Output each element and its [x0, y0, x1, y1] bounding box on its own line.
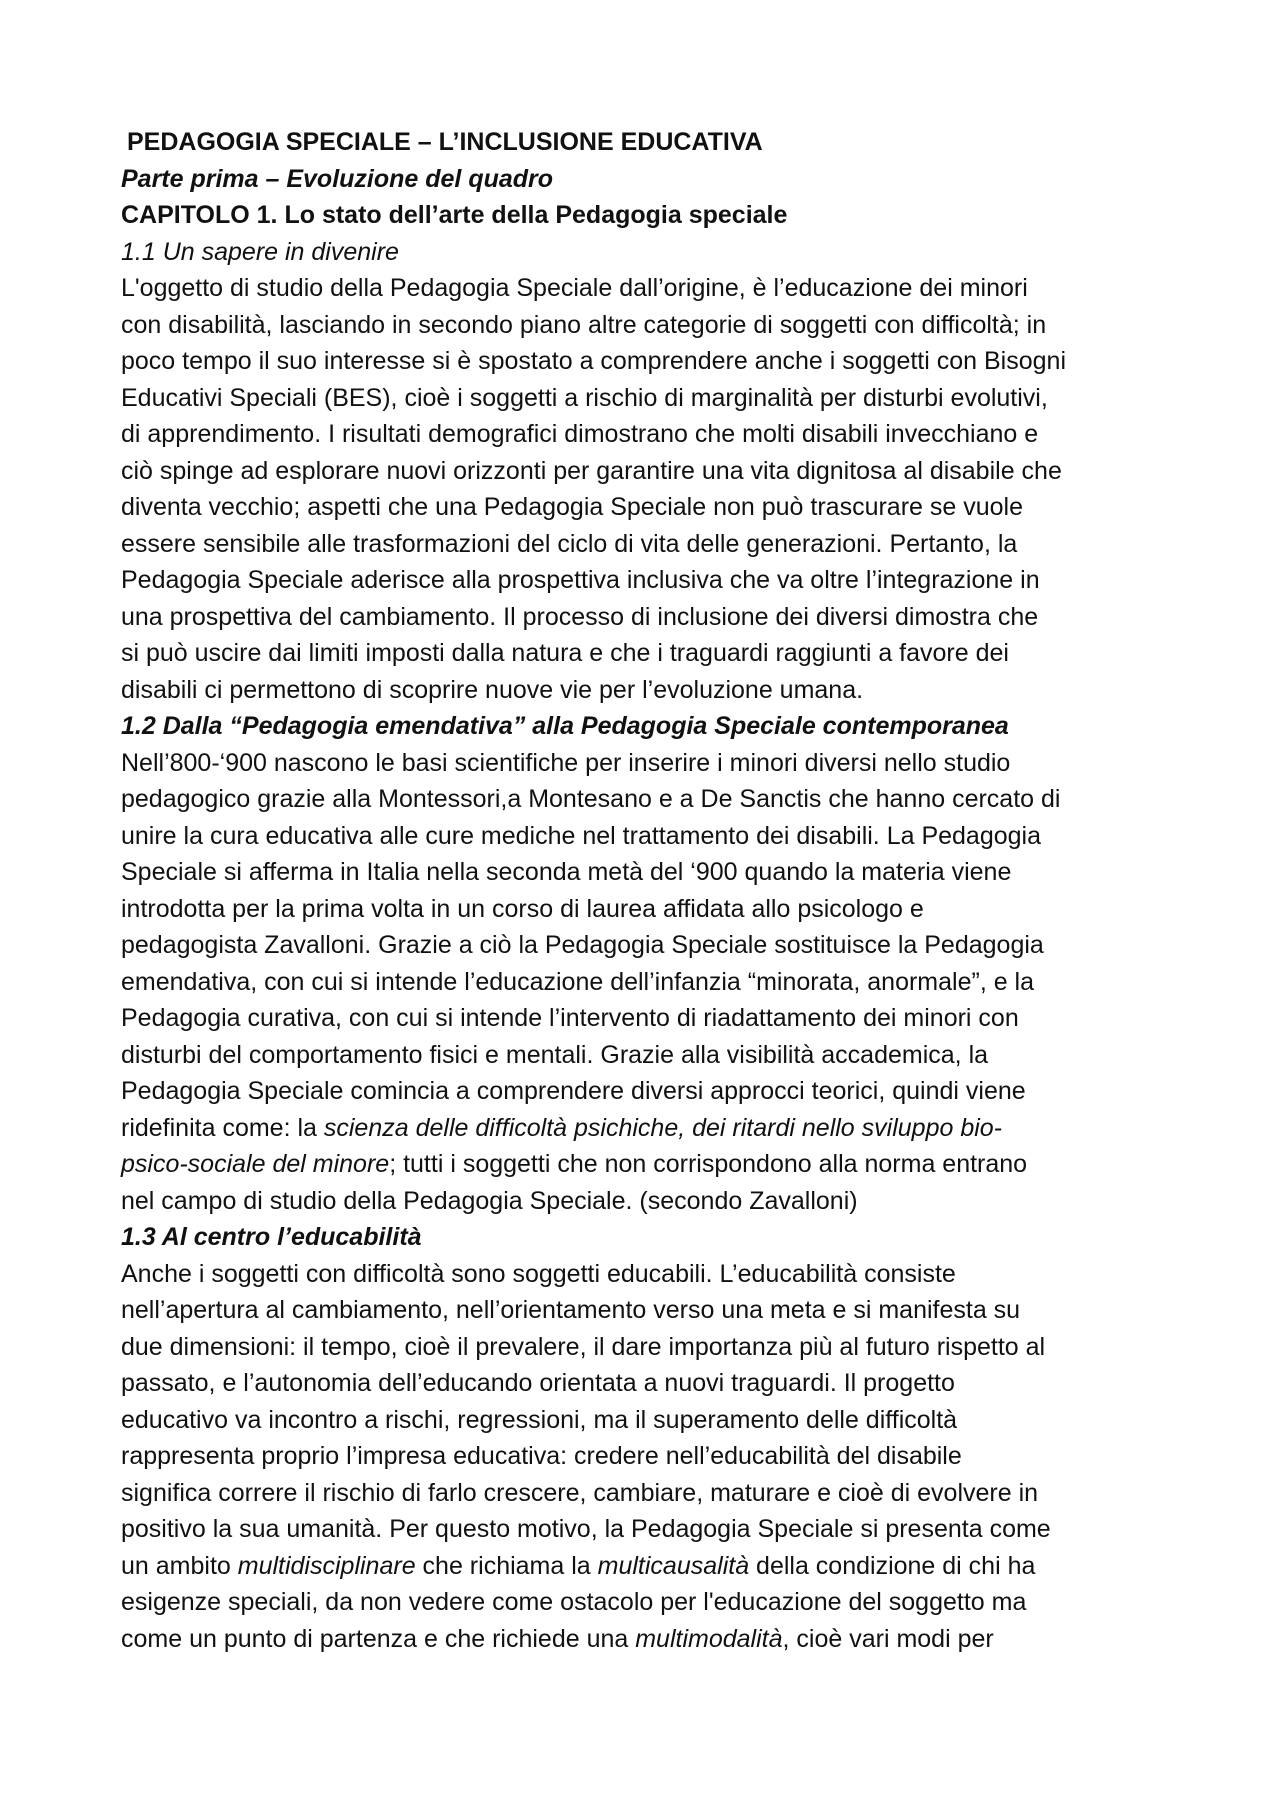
text-plain: , cioè vari modi per	[782, 1624, 994, 1653]
text-line: educativo va incontro a rischi, regressioni, ma il superamento delle difficoltà	[121, 1405, 958, 1434]
text-line: emendativa, con cui si intende l’educazione dell’infanzia “minorata, anormale”, e la	[121, 967, 1035, 996]
text-plain: come un punto di partenza e che richiede una	[121, 1624, 636, 1653]
text-line: disturbi del comportamento fisici e mentali. Grazie alla visibilità accademica, la	[121, 1040, 989, 1069]
section-1-3-body	[121, 1256, 1171, 1658]
text-line	[121, 1621, 1171, 1658]
text-italic: scienza delle difficoltà psichiche, dei ritardi nello sviluppo bio-	[323, 1113, 1003, 1142]
text-line: Speciale si afferma in Italia nella seconda metà del ‘900 quando la materia viene	[121, 858, 1012, 886]
text-line: ciò spinge ad esplorare nuovi orizzonti per garantire una vita dignitosa al disabile che	[121, 456, 1062, 485]
text-line: Anche i soggetti con difficoltà sono soggetti educabili. L’educabilità consiste	[121, 1259, 956, 1288]
text-line: rappresenta proprio l’impresa educativa: credere nell’educabilità del disabile	[121, 1442, 962, 1470]
text-line: diventa vecchio; aspetti che una Pedagogia Speciale non può trascurare se vuole	[121, 493, 1023, 521]
text-plain: che richiama la	[415, 1551, 598, 1580]
section-1-1-body	[121, 270, 1171, 708]
text-plain: ; tutti i soggetti che non corrispondono alla norma entrano	[389, 1150, 1028, 1178]
text-line: nell’apertura al cambiamento, nell’orientamento verso una meta e si manifesta su	[121, 1296, 1021, 1324]
part-title: Parte prima – Evoluzione del quadro	[121, 164, 554, 193]
chapter-title: CAPITOLO 1. Lo stato dell’arte della Pedagogia speciale	[121, 201, 788, 229]
text-line: Nell’800-‘900 nascono le basi scientifiche per inserire i minori diversi nello studio	[121, 748, 1011, 777]
text-line: poco tempo il suo interesse si è spostato a comprendere anche i soggetti con Bisogni	[121, 347, 1066, 375]
text-line: passato, e l’autonomia dell’educando orientata a nuovi traguardi. Il progetto	[121, 1369, 955, 1397]
document-title: PEDAGOGIA SPECIALE – L’INCLUSIONE EDUCATIVA	[127, 128, 763, 156]
text-line: L'oggetto di studio della Pedagogia Speciale dall’origine, è l’educazione dei minori	[121, 274, 1028, 302]
text-plain: un ambito	[121, 1551, 238, 1580]
text-line	[121, 1146, 1171, 1183]
text-plain: ridefinita come: la	[121, 1113, 324, 1142]
text-line: pedagogista Zavalloni. Grazie a ciò la Pedagogia Speciale sostituisce la Pedagogia	[121, 931, 1044, 959]
section-1-3-heading: 1.3 Al centro l’educabilità	[121, 1223, 422, 1251]
text-line: una prospettiva del cambiamento. Il processo di inclusione dei diversi dimostra che	[121, 602, 1039, 631]
text-line: significa correre il rischio di farlo crescere, cambiare, maturare e cioè di evolvere in	[121, 1478, 1039, 1507]
text-line: Pedagogia Speciale aderisce alla prospettiva inclusiva che va oltre l’integrazione in	[121, 566, 1040, 594]
text-line: Educativi Speciali (BES), cioè i soggetti a rischio di marginalità per disturbi evolutivi,	[121, 383, 1048, 412]
text-line: nel campo di studio della Pedagogia Speciale. (secondo Zavalloni)	[121, 1186, 858, 1215]
text-line: pedagogico grazie alla Montessori,a Montesano e a De Sanctis che hanno cercato di	[121, 785, 1061, 813]
text-line: con disabilità, lasciando in secondo piano altre categorie di soggetti con difficoltà; in	[121, 310, 1047, 339]
text-line: si può uscire dai limiti imposti dalla natura e che i traguardi raggiunti a favore dei	[121, 639, 1009, 667]
text-line: Pedagogia Speciale comincia a comprendere diversi approcci teorici, quindi viene	[121, 1077, 1026, 1105]
document-page	[121, 124, 1171, 1657]
section-1-2-body	[121, 745, 1171, 1220]
text-italic: multimodalità	[635, 1624, 783, 1653]
text-line: disabili ci permettono di scoprire nuove vie per l’evoluzione umana.	[121, 675, 864, 704]
text-line: essere sensibile alle trasformazioni del ciclo di vita delle generazioni. Pertanto, la	[121, 529, 1018, 558]
text-italic: multidisciplinare	[237, 1551, 416, 1580]
text-line: introdotta per la prima volta in un corso di laurea affidata allo psicologo e	[121, 894, 924, 923]
text-line: unire la cura educativa alle cure mediche nel trattamento dei disabili. La Pedagogia	[121, 821, 1042, 850]
section-1-1-heading: 1.1 Un sapere in divenire	[121, 237, 399, 266]
section-1-2-heading: 1.2 Dalla “Pedagogia emendativa” alla Pedagogia Speciale contemporanea	[121, 712, 1009, 740]
text-line: due dimensioni: il tempo, cioè il prevalere, il dare importanza più al futuro rispetto al	[121, 1332, 1046, 1361]
text-line: Pedagogia curativa, con cui si intende l’intervento di riadattamento dei minori con	[121, 1004, 1019, 1032]
text-line	[121, 1110, 1171, 1147]
text-plain: della condizione di chi ha	[749, 1551, 1036, 1580]
text-line: di apprendimento. I risultati demografici dimostrano che molti disabili invecchiano e	[121, 420, 1039, 448]
text-italic: psico-sociale del minore	[121, 1150, 390, 1178]
text-italic: multicausalità	[597, 1551, 750, 1580]
text-line: esigenze speciali, da non vedere come ostacolo per l'educazione del soggetto ma	[121, 1588, 1027, 1616]
text-line: positivo la sua umanità. Per questo motivo, la Pedagogia Speciale si presenta come	[121, 1515, 1051, 1543]
text-line	[121, 1548, 1171, 1585]
